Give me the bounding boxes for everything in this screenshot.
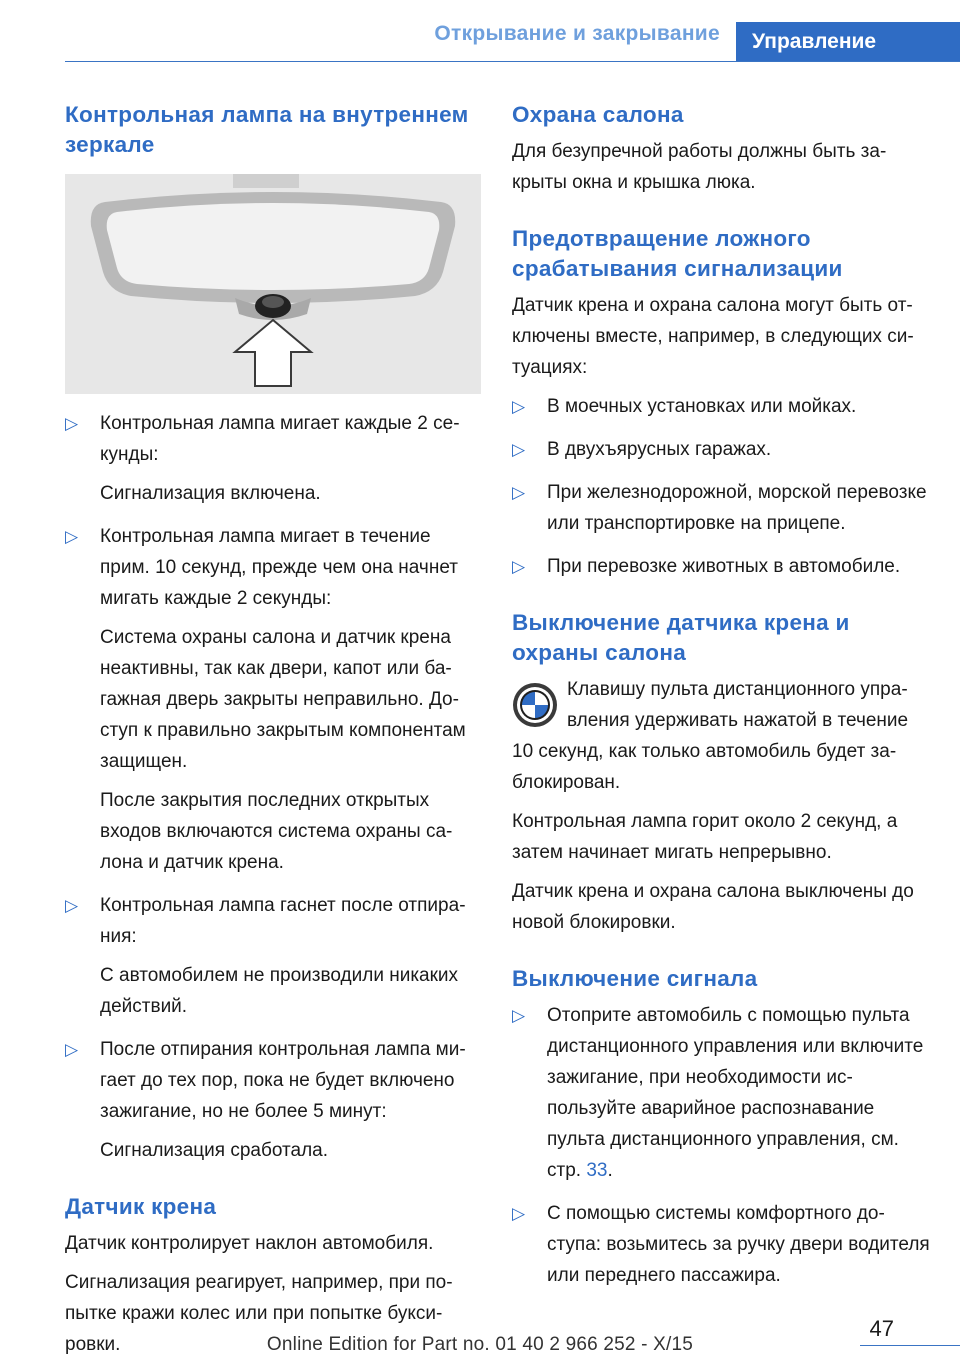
list-item: ▷ Контрольная лампа мигает в течение прим. 10 секунд, прежде чем она начнет мигать каждые 2 секунды: Система охраны салона и датчик крена неактивны, так как двери, капот или багажная дверь закрыты неправильно. Доступ к правильно закрытым компонентам защищен. После закрытия последних открытых входов включаются система охраны салона и датчик крена.	[65, 521, 481, 878]
list-item: ▷ При железнодорожной, морской перевозке или транспортировке на прицепе.	[512, 477, 932, 539]
list-item: ▷ Отоприте автомобиль с помощью пульта дистанционного управления или включите зажигание, при необходимости используйте аварийное распознавание пульта дистанционного управления, см. стр. 33.	[512, 1000, 932, 1186]
lamp-status-list	[65, 408, 481, 1166]
mirror-illustration	[65, 174, 481, 394]
list-item: ▷ В двухъярусных гаражах.	[512, 434, 932, 465]
right-column	[512, 100, 932, 1303]
bmw-remote-key-icon	[512, 682, 558, 728]
deactivate-heading: Выключение датчика крена и охраны салона	[512, 610, 850, 665]
triangle-bullet-icon: ▷	[65, 414, 79, 433]
triangle-bullet-icon: ▷	[512, 483, 526, 502]
triangle-bullet-icon: ▷	[512, 440, 526, 459]
header-section-title: Открывание и закрывание	[434, 22, 720, 45]
list-item: ▷ Контрольная лампа гаснет после отпирания: С автомобилем не производили никаких действий.	[65, 890, 481, 1022]
triangle-bullet-icon: ▷	[512, 1204, 526, 1223]
false-alarm-heading: Предотвращение ложного срабатывания сигнализации	[512, 226, 843, 281]
list-item: ▷ При перевозке животных в автомобиле.	[512, 551, 932, 582]
lamp-heading: Контрольная лампа на внутреннем зеркале	[65, 102, 469, 157]
tilt-sensor-text: Датчик контролирует наклон автомобиля.	[65, 1233, 434, 1254]
triangle-bullet-icon: ▷	[65, 527, 79, 546]
triangle-bullet-icon: ▷	[512, 557, 526, 576]
false-alarm-list	[512, 391, 932, 582]
triangle-bullet-icon: ▷	[65, 896, 79, 915]
alarm-off-heading: Выключение сигнала	[512, 966, 758, 991]
deactivate-text: Датчик крена и охрана салона выключены до новой блокировки.	[512, 881, 914, 933]
edition-footer: Online Edition for Part no. 01 40 2 966 252 - X/15	[266, 1334, 694, 1355]
list-item: ▷ В моечных установках или мойках.	[512, 391, 932, 422]
rearview-mirror-image	[65, 174, 481, 394]
header-chapter-tab: Управление	[736, 22, 960, 62]
deactivate-text: Контрольная лампа горит около 2 секунд, а затем начинает мигать непрерывно.	[512, 811, 898, 863]
triangle-bullet-icon: ▷	[65, 1040, 79, 1059]
interior-protection-text: Для безупречной работы должны быть закрыты окна и крышка люка.	[512, 141, 887, 193]
tilt-sensor-heading: Датчик крена	[65, 1194, 217, 1219]
list-item: ▷ Контрольная лампа мигает каждые 2 секунды: Сигнализация включена.	[65, 408, 481, 509]
interior-protection-heading: Охрана салона	[512, 102, 684, 127]
false-alarm-text: Датчик крена и охрана салона могут быть отключены вместе, например, в следующих ситуациях:	[512, 295, 914, 378]
remote-key-note: Клавишу пульта дистанционного управления удерживать нажатой в течение 10 секунд, как только автомобиль будет заблокирован.	[512, 679, 909, 793]
triangle-bullet-icon: ▷	[512, 1006, 526, 1025]
list-item: ▷ С помощью системы комфортного доступа: возьмитесь за ручку двери водителя или переднего пассажира.	[512, 1198, 932, 1291]
triangle-bullet-icon: ▷	[512, 397, 526, 416]
page-header	[65, 0, 960, 62]
left-column	[65, 100, 481, 1368]
alarm-off-list	[512, 1000, 932, 1291]
page-number: 47	[869, 1316, 894, 1341]
header-rule	[65, 61, 960, 62]
tilt-sensor-text: Сигнализация реагирует, например, при попытке кражи колес или при попытке буксировки.	[65, 1272, 453, 1355]
list-item: ▷ После отпирания контрольная лампа мигает до тех пор, пока не будет включено зажигание, но не более 5 минут: Сигнализация сработала.	[65, 1034, 481, 1166]
page-reference-link[interactable]: 33	[586, 1160, 608, 1181]
